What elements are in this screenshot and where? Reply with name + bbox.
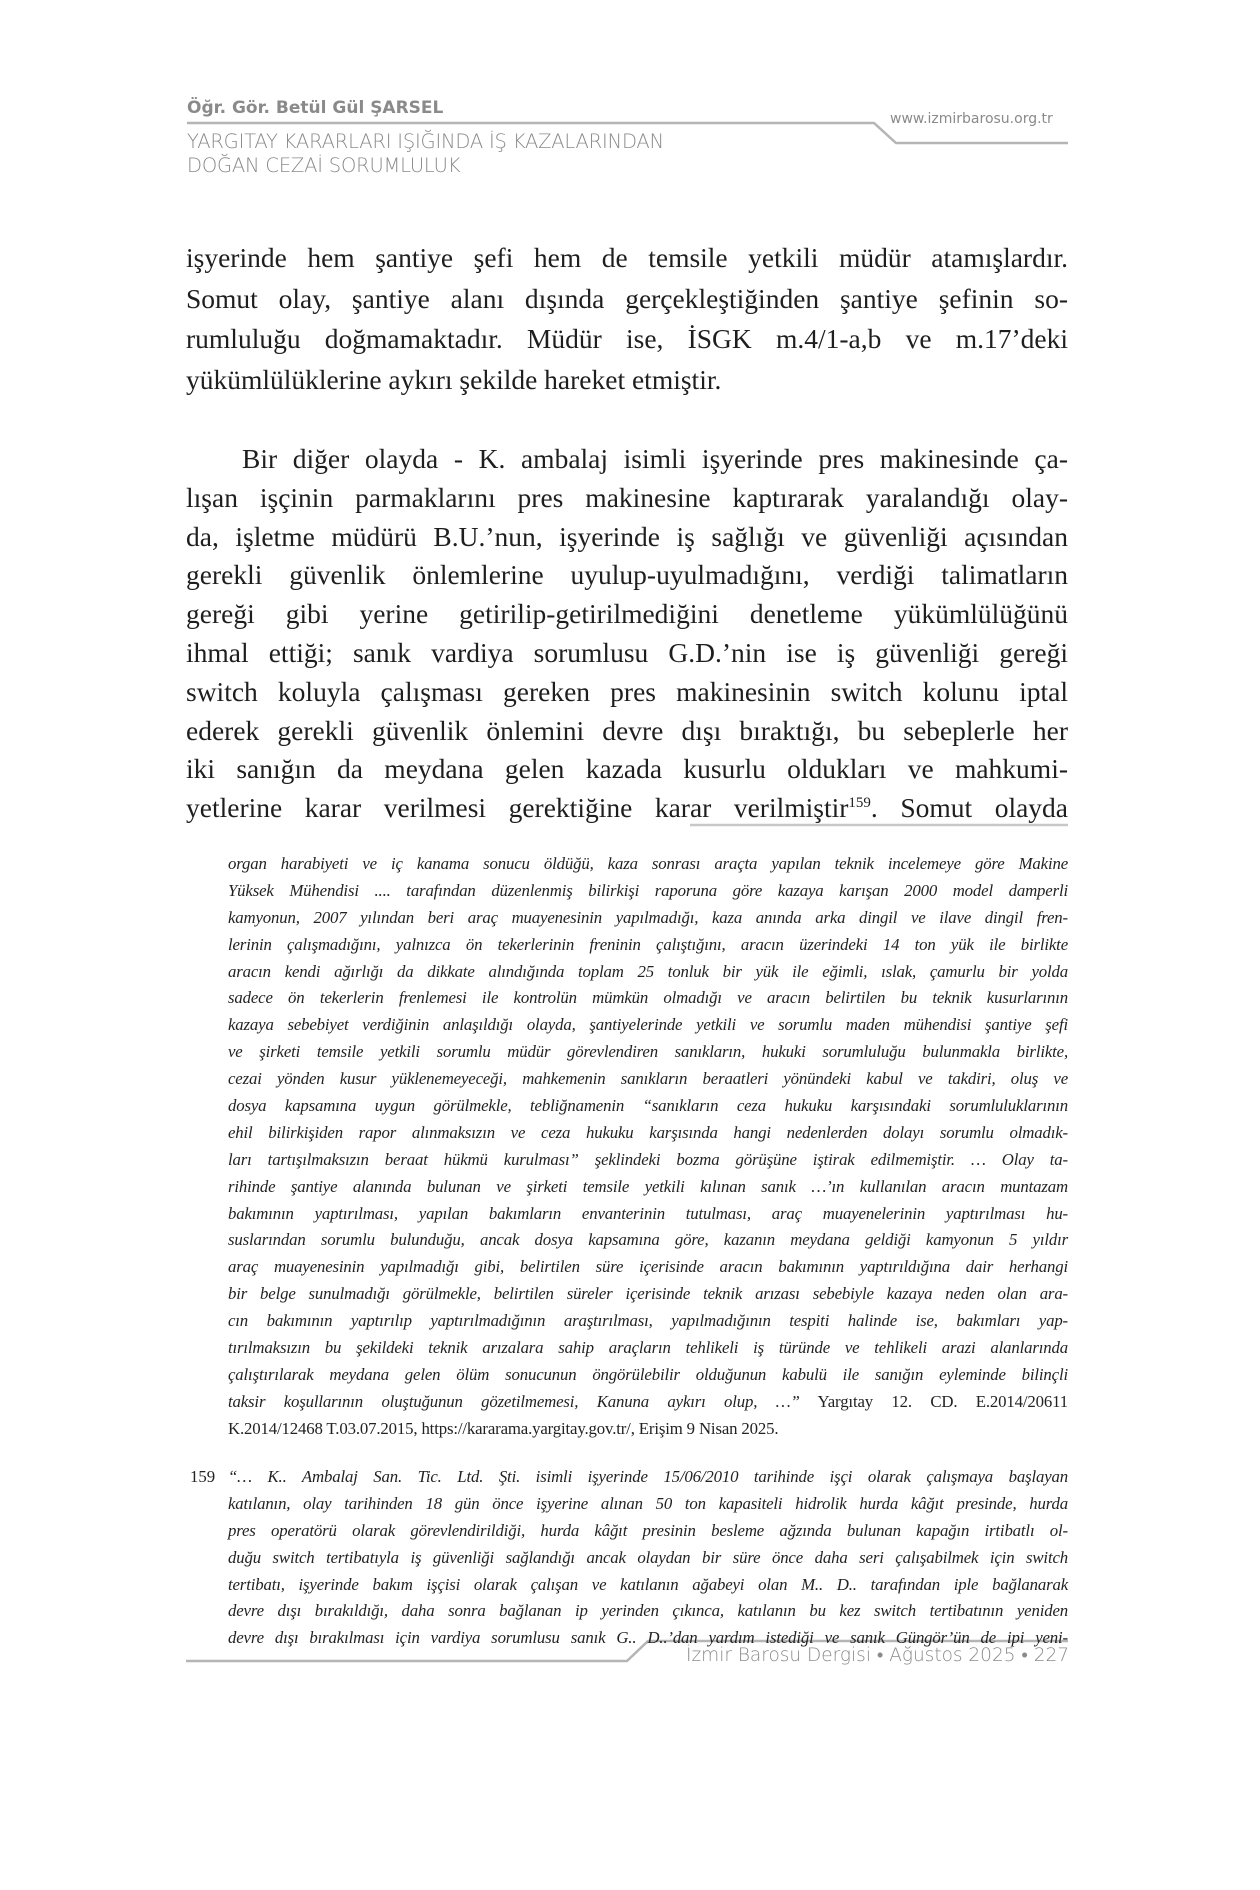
footnote-quote-end: taksir koşullarının oluştuğunun gözetilmemesi, Kanuna aykırı olup, …”	[228, 1391, 800, 1411]
footnote-line: lerinin çalışmadığını, yalnızca ön tekerlerinin freninin çalıştığını, aracın üzerindeki 14 ton yük ile birlikte	[228, 934, 1068, 954]
footnote-line: bakımının yaptırılması, yapılan bakımların envanterinin tutulması, araç muayenelerinin yaptırılması hu-	[228, 1203, 1068, 1223]
footnote-line: suslarından sorumlu bulunduğu, ancak dosya kapsamına göre, kazanın meydana geldiği kamyonun 5 yıldır	[228, 1230, 1068, 1250]
footnote-line: aracın kendi ağırlığı da dikkate alındığında toplam 25 tonluk bir yük ile eğimli, ıslak, çamurlu bir yolda	[228, 961, 1068, 981]
footnote-line: kamyonun, 2007 yılından beri araç muayenesinin yapılmadığı, kaza anında arka dingil ve ilave dingil fren-	[228, 907, 1068, 927]
footnote-reference-159[interactable]: 159	[848, 795, 871, 812]
footnote-line: cezai yönden kusur yüklenemeyeceği, mahkemenin sanıkların beraatleri yönündeki kabul ve takdiri, oluş ve	[228, 1069, 1068, 1089]
journal-name: İzmir Barosu Dergisi • Ağustos 2025 •	[686, 1645, 1028, 1666]
text-line: rumluluğu doğmamaktadır. Müdür ise, İSGK m.4/1-a,b ve m.17’deki	[186, 323, 1068, 354]
footnote-line: araç muayenesinin yapılmadığı gibi, belirtilen süre içerisinde aracın bakımının yaptırıldığına dair herhangi	[228, 1257, 1068, 1277]
footnote-line: “… K.. Ambalaj San. Tic. Ltd. Şti. isimli işyerinde 15/06/2010 tarihinde işçi olarak çalışmaya başlayan	[228, 1467, 1068, 1486]
footnote-line: tertibatı, işyerinde bakım işçisi olarak çalışan ve katılanın ağabeyi olan M.. D.. tarafından iple bağlanarak	[228, 1574, 1068, 1594]
text-line: gereği gibi yerine getirilip-getirilmediğini denetleme yükümlülüğünü	[186, 598, 1068, 630]
footnote-line: ve şirketi temsile yetkili sorumlu müdür görevlendiren sanıkların, hukuki sorumluluğu bulunmakla birlikte,	[228, 1042, 1068, 1062]
footnote-line	[228, 1389, 1068, 1416]
author-name: Öğr. Gör. Betül Gül ŞARSEL	[187, 98, 444, 118]
citation-link[interactable]: K.2014/12468 T.03.07.2015, https://kararama.yargitay.gov.tr/, Erişim 9 Nisan 2025.	[228, 1418, 779, 1438]
text-line: yükümlülüklerine aykırı şekilde hareket etmiştir.	[186, 363, 722, 395]
footnote-line: organ harabiyeti ve iç kanama sonucu öldüğü, kaza sonrası araçta yapılan teknik incelemeye göre Makine	[228, 854, 1068, 873]
footnote-line: sadece ön tekerlerin frenlemesi ile kontrolün mümkün olmadığı ve aracın belirtilen bu teknik kusurlarının	[228, 988, 1068, 1008]
text-line: ihmal ettiği; sanık vardiya sorumlusu G.D.’nin ise iş güvenliği gereği	[186, 636, 1068, 668]
footnote-159	[228, 1464, 1068, 1652]
body-paragraph-2	[186, 440, 1068, 828]
text-line: Bir diğer olayda - K. ambalaj isimli işyerinde pres makinesinde ça-	[242, 443, 1068, 474]
footnote-line: kazaya sebebiyet verdiğinin anlaşıldığı olayda, şantiyelerinde yetkili ve sorumlu maden mühendisi şantiye şefi	[228, 1015, 1068, 1035]
page-number: 227	[1033, 1645, 1070, 1666]
text-segment: yetlerine karar verilmesi gerektiğine karar verilmiştir	[186, 792, 849, 824]
footnote-line: bir belge sunulmadığı görülmekle, belirtilen süreler içerisinde teknik arızası sebebiyle kazaya neden olan ara-	[228, 1284, 1068, 1304]
footnote-line: dosya kapsamına uygun görülmekle, tebliğnamenin “sanıkların ceza hukuku karşısındaki sorumluluklarının	[228, 1096, 1068, 1116]
footnote-line: ehil bilirkişiden rapor alınmaksızın ve ceza hukuku karşısında hangi nedenlerden dolayı sorumlu olmadık-	[228, 1122, 1068, 1142]
footnote-line: katılanın, olay tarihinden 18 gün önce işyerine alınan 50 ton kapasiteli hidrolik hurda kâğıt presinde, hurda	[228, 1493, 1068, 1513]
footnote-line: ları tartışılmaksızın beraat hükmü kurulması” şeklindeki bozma görüşüne iştirak edilmemiştir. … Olay ta-	[228, 1149, 1068, 1169]
footnote-line: duğu switch tertibatıyla iş güvenliği sağlandığı ancak olaydan bir süre önce daha seri çalışabilmek için switch	[228, 1547, 1068, 1567]
text-line: lışan işçinin parmaklarını pres makinesine kaptırarak yaralandığı olay-	[186, 481, 1068, 513]
footnote-line: çalıştırılarak meydana gelen ölüm sonucunun öngörülebilir olduğunun kabulü ile sanığın eyleminde bilinçli	[228, 1364, 1068, 1384]
text-line: ederek gerekli güvenlik önlemini devre dışı bıraktığı, bu sebeplerle her	[186, 714, 1068, 746]
text-segment: . Somut olayda	[870, 792, 1068, 824]
body-paragraph-1	[186, 238, 1068, 400]
citation: Yargıtay 12. CD. E.2014/20611	[799, 1391, 1068, 1411]
text-line: da, işletme müdürü B.U.’nun, işyerinde iş sağlığı ve güvenliği açısından	[186, 520, 1068, 552]
website-link[interactable]: www.izmirbarosu.org.tr	[890, 111, 1053, 127]
article-title-line-2: DOĞAN CEZAİ SORUMLULUK	[187, 154, 461, 177]
footnote-line: tırılmaksızın bu şekildeki teknik arızalara sahip araçların tehlikeli iş türünde ve tehlikeli arazi alanlarında	[228, 1338, 1068, 1358]
text-line: Somut olay, şantiye alanı dışında gerçekleştiğinden şantiye şefinin so-	[186, 282, 1068, 314]
footnote-line: devre dışı bırakıldığı, daha sonra bağlanan ip yerinden çıkınca, katılanın bu kez switch tertibatının yeniden	[228, 1601, 1068, 1621]
text-line: switch koluyla çalışması gereken pres makinesinin switch kolunu iptal	[186, 675, 1068, 707]
article-title-line-1: YARGITAY KARARLARI IŞIĞINDA İŞ KAZALARINDAN	[187, 130, 664, 153]
text-line	[186, 789, 1068, 828]
footnote-line: devre dışı bırakılması için vardiya sorumlusu sanık G.. D..’dan yardım istediği ve sanık Güngör’ün de ipi yeni-	[228, 1628, 1068, 1648]
footnote-number-159: 159	[190, 1467, 216, 1486]
footnote-line: Yüksek Mühendisi .... tarafından düzenlenmiş bilirkişi raporuna göre kazaya karışan 2000 model damperli	[228, 880, 1068, 900]
footnote-line: cın bakımının yaptırılıp yaptırılmadığının araştırılması, yapılmadığının tespiti halinde ise, bakımları yap-	[228, 1311, 1068, 1331]
page-footer	[686, 1644, 1069, 1666]
text-line: iki sanığın da meydana gelen kazada kusurlu oldukları ve mahkumi-	[186, 753, 1068, 785]
text-line: gerekli güvenlik önlemlerine uyulup-uyulmadığını, verdiği talimatların	[186, 559, 1068, 591]
footnote-158-continued	[228, 851, 1068, 1443]
footnote-line: pres operatörü olarak görevlendirildiği, hurda kâğıt presinin besleme ağzında bulunan kapağın irtibatlı ol-	[228, 1520, 1068, 1540]
footnote-line: rihinde şantiye alanında bulunan ve şirketi temsile yetkili kılınan sanık …’ın kullanılan aracın muntazam	[228, 1176, 1068, 1196]
text-line: işyerinde hem şantiye şefi hem de temsile yetkili müdür atamışlardır.	[186, 242, 1068, 273]
header-rule	[187, 123, 1068, 143]
